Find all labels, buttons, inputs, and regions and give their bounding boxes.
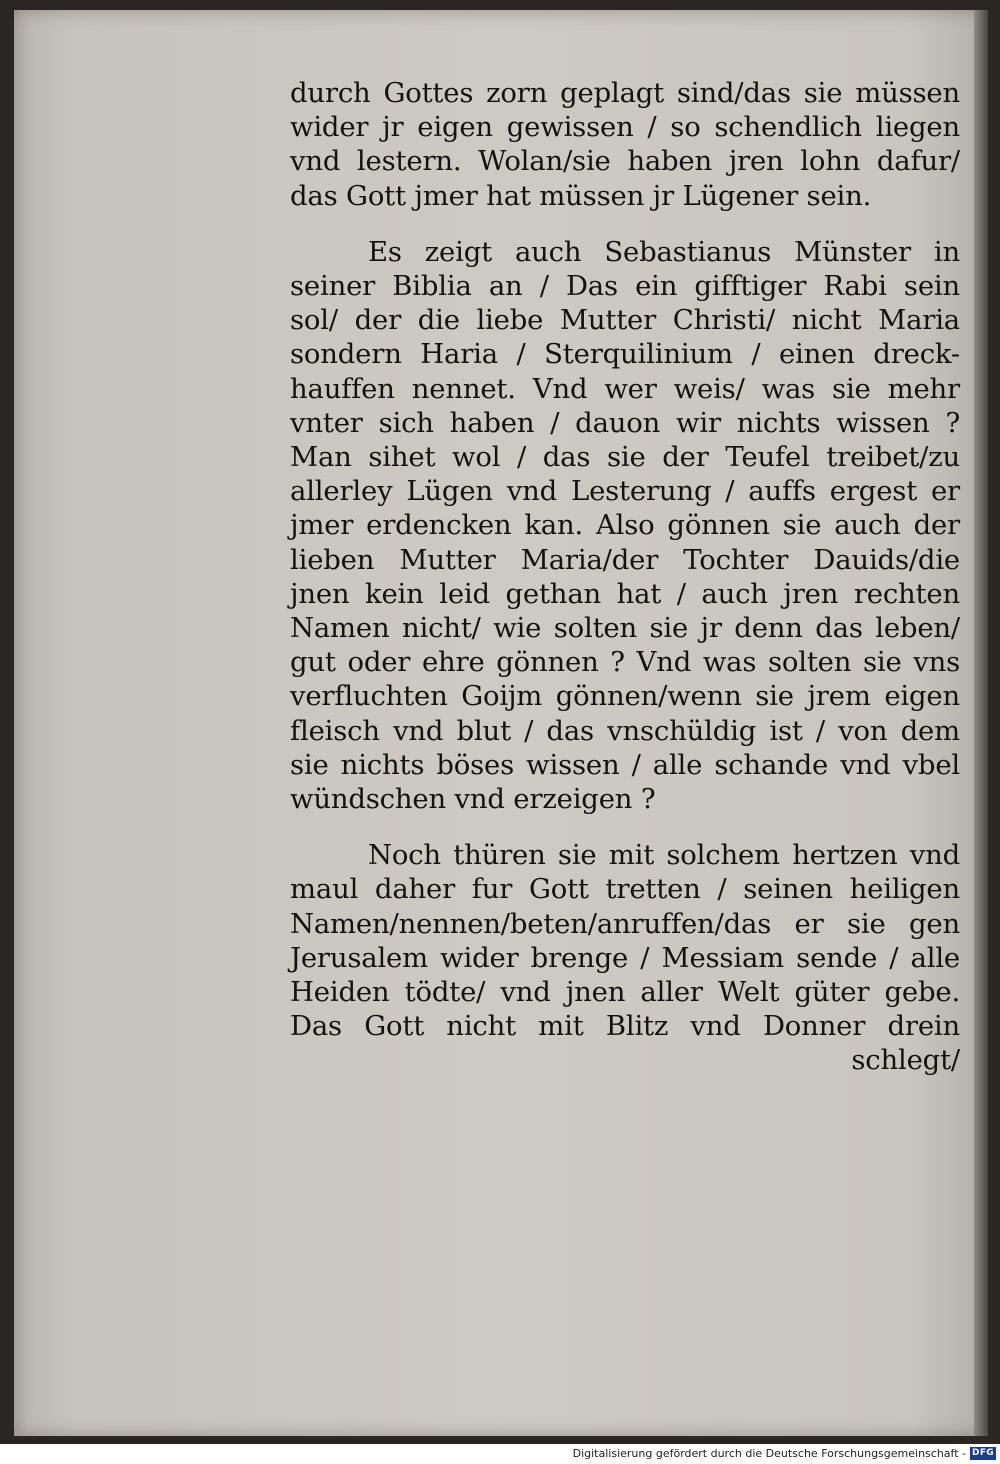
page-text — [290, 76, 970, 1078]
paragraph-3 — [290, 838, 970, 1077]
text-line: Noch thüren sie mit solchem hertzen vnd — [368, 839, 960, 872]
text-line: Es zeigt auch Sebastianus Münster in — [368, 235, 960, 268]
text-line: allerley Lügen vnd Lesterung / auffs ergest er — [290, 475, 960, 508]
text-line: wider jr eigen gewissen / so schendlich liegen — [290, 111, 960, 144]
text-line: maul daher fur Gott tretten / seinen heiligen — [290, 873, 960, 906]
text-line: Namen nicht/ wie solten sie jr denn das leben/ — [290, 612, 960, 645]
paragraph-1 — [290, 76, 970, 213]
text-line: lieben Mutter Maria/der Tochter Dauids/die — [290, 543, 960, 576]
text-line: seiner Biblia an / Das ein gifftiger Rabi sein — [290, 270, 960, 303]
page-edge-shadow — [974, 10, 988, 1436]
text-line: gut oder ehre gönnen ? Vnd was solten sie vns — [290, 646, 960, 679]
text-line: vnter sich haben / dauon wir nichts wissen ? — [290, 406, 960, 439]
text-line: Heiden tödte/ vnd jnen aller Welt güter gebe. — [290, 976, 960, 1009]
text-line: hauffen nennet. Vnd wer weis/ was sie mehr — [290, 372, 960, 405]
dfg-logo: DFG — [970, 1447, 996, 1460]
footer-credit: Digitalisierung gefördert durch die Deutsche Forschungsgemeinschaft - — [572, 1447, 966, 1460]
text-line: verfluchten Goijm gönnen/wenn sie jrem eigen — [290, 680, 960, 713]
book-page — [14, 10, 988, 1436]
text-line: sie nichts böses wissen / alle schande vnd vbel — [290, 748, 960, 781]
text-line: Jerusalem wider brenge / Messiam sende / alle — [290, 941, 960, 974]
text-line: das Gott jmer hat müssen jr Lügener sein. — [290, 179, 872, 212]
text-line: durch Gottes zorn geplagt sind/das sie müssen — [290, 77, 960, 109]
footer-bar — [0, 1444, 1000, 1464]
text-line: Namen/nennen/beten/anruffen/das er sie gen — [290, 907, 960, 940]
text-line: sondern Haria / Sterquilinium / einen dreck- — [290, 338, 960, 371]
text-line: jnen kein leid gethan hat / auch jren rechten — [290, 577, 960, 610]
text-line: jmer erdencken kan. Also gönnen sie auch der — [290, 509, 960, 542]
paragraph-2 — [290, 235, 970, 816]
text-line: sol/ der die liebe Mutter Christi/ nicht Maria — [290, 304, 960, 337]
text-line: Das Gott nicht mit Blitz vnd Donner drein — [290, 1010, 960, 1043]
text-line: fleisch vnd blut / das vnschüldig ist / von dem — [290, 714, 960, 747]
text-line: vnd lestern. Wolan/sie haben jren lohn dafur/ — [290, 145, 960, 178]
text-line: wündschen vnd erzeigen ? — [290, 783, 656, 816]
catchword: schlegt/ — [851, 1044, 960, 1077]
text-line: Man sihet wol / das sie der Teufel treibet/zu — [290, 441, 960, 474]
